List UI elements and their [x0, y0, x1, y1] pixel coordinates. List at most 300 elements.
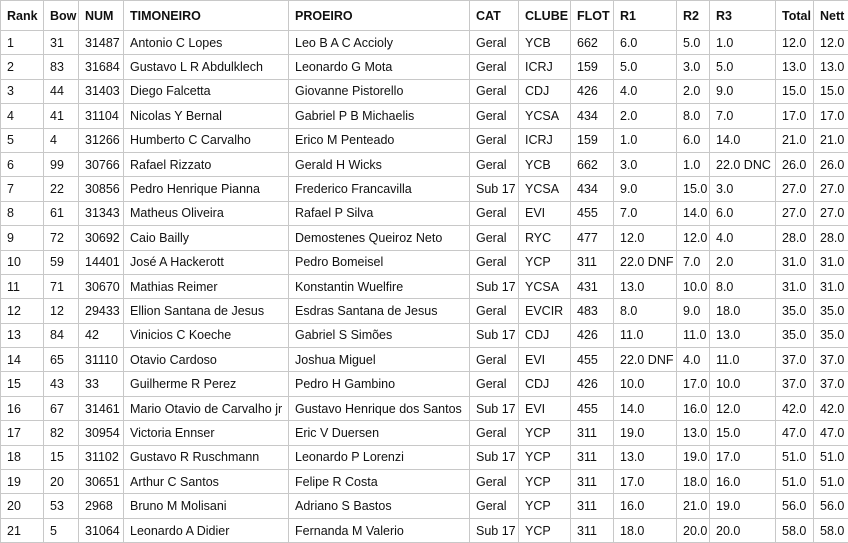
- cell-flot: 434: [571, 104, 614, 128]
- col-header-nett: Nett: [814, 1, 848, 31]
- cell-r3: 20.0: [710, 518, 776, 542]
- table-row: [1, 79, 848, 103]
- table-row: [1, 177, 848, 201]
- table-row: [1, 445, 848, 469]
- cell-flot: 159: [571, 55, 614, 79]
- cell-flot: 311: [571, 250, 614, 274]
- cell-r1: 6.0: [614, 31, 677, 55]
- cell-timoneiro: Leonardo A Didier: [124, 518, 289, 542]
- col-header-r3: R3: [710, 1, 776, 31]
- cell-proeiro: Demostenes Queiroz Neto: [289, 226, 470, 250]
- cell-rank: 4: [1, 104, 44, 128]
- cell-flot: 426: [571, 372, 614, 396]
- cell-flot: 311: [571, 518, 614, 542]
- cell-r3: 3.0: [710, 177, 776, 201]
- cell-nett: 42.0: [814, 396, 848, 420]
- cell-bow: 99: [44, 152, 79, 176]
- cell-total: 37.0: [776, 348, 814, 372]
- cell-r2: 8.0: [677, 104, 710, 128]
- cell-r3: 16.0: [710, 470, 776, 494]
- cell-r1: 10.0: [614, 372, 677, 396]
- cell-nett: 51.0: [814, 470, 848, 494]
- table-row: [1, 470, 848, 494]
- cell-bow: 31: [44, 31, 79, 55]
- cell-clube: ICRJ: [519, 128, 571, 152]
- cell-total: 56.0: [776, 494, 814, 518]
- cell-r1: 17.0: [614, 470, 677, 494]
- cell-r1: 9.0: [614, 177, 677, 201]
- cell-clube: YCB: [519, 31, 571, 55]
- cell-nett: 28.0: [814, 226, 848, 250]
- cell-total: 51.0: [776, 470, 814, 494]
- cell-timoneiro: José A Hackerott: [124, 250, 289, 274]
- cell-bow: 83: [44, 55, 79, 79]
- cell-rank: 19: [1, 470, 44, 494]
- table-row: [1, 518, 848, 542]
- cell-total: 31.0: [776, 274, 814, 298]
- cell-r1: 12.0: [614, 226, 677, 250]
- table-row: [1, 396, 848, 420]
- cell-bow: 20: [44, 470, 79, 494]
- cell-proeiro: Felipe R Costa: [289, 470, 470, 494]
- cell-rank: 16: [1, 396, 44, 420]
- cell-rank: 7: [1, 177, 44, 201]
- cell-nett: 35.0: [814, 323, 848, 347]
- cell-rank: 17: [1, 421, 44, 445]
- cell-flot: 311: [571, 445, 614, 469]
- cell-cat: Geral: [470, 55, 519, 79]
- cell-bow: 4: [44, 128, 79, 152]
- cell-r3: 14.0: [710, 128, 776, 152]
- cell-cat: Geral: [470, 128, 519, 152]
- cell-cat: Geral: [470, 470, 519, 494]
- cell-proeiro: Gabriel S Simões: [289, 323, 470, 347]
- cell-num: 30692: [79, 226, 124, 250]
- cell-r2: 5.0: [677, 31, 710, 55]
- cell-rank: 3: [1, 79, 44, 103]
- cell-flot: 455: [571, 201, 614, 225]
- cell-r3: 19.0: [710, 494, 776, 518]
- cell-clube: YCP: [519, 470, 571, 494]
- cell-r2: 3.0: [677, 55, 710, 79]
- cell-timoneiro: Ellion Santana de Jesus: [124, 299, 289, 323]
- cell-clube: RYC: [519, 226, 571, 250]
- cell-r3: 6.0: [710, 201, 776, 225]
- cell-proeiro: Giovanne Pistorello: [289, 79, 470, 103]
- cell-r3: 12.0: [710, 396, 776, 420]
- cell-rank: 13: [1, 323, 44, 347]
- cell-total: 27.0: [776, 177, 814, 201]
- cell-flot: 662: [571, 31, 614, 55]
- cell-timoneiro: Guilherme R Perez: [124, 372, 289, 396]
- cell-num: 31102: [79, 445, 124, 469]
- cell-r1: 22.0 DNF: [614, 348, 677, 372]
- col-header-clube: CLUBE: [519, 1, 571, 31]
- cell-r2: 13.0: [677, 421, 710, 445]
- cell-cat: Geral: [470, 494, 519, 518]
- cell-proeiro: Adriano S Bastos: [289, 494, 470, 518]
- cell-timoneiro: Otavio Cardoso: [124, 348, 289, 372]
- cell-r2: 15.0: [677, 177, 710, 201]
- table-row: [1, 372, 848, 396]
- cell-r2: 16.0: [677, 396, 710, 420]
- cell-flot: 426: [571, 323, 614, 347]
- table-row: [1, 250, 848, 274]
- cell-timoneiro: Diego Falcetta: [124, 79, 289, 103]
- cell-proeiro: Leonardo G Mota: [289, 55, 470, 79]
- col-header-proeiro: PROEIRO: [289, 1, 470, 31]
- cell-total: 35.0: [776, 323, 814, 347]
- cell-bow: 59: [44, 250, 79, 274]
- cell-timoneiro: Mathias Reimer: [124, 274, 289, 298]
- cell-cat: Geral: [470, 250, 519, 274]
- cell-proeiro: Pedro H Gambino: [289, 372, 470, 396]
- table-row: [1, 104, 848, 128]
- cell-num: 42: [79, 323, 124, 347]
- cell-bow: 12: [44, 299, 79, 323]
- cell-timoneiro: Pedro Henrique Pianna: [124, 177, 289, 201]
- cell-bow: 71: [44, 274, 79, 298]
- cell-bow: 53: [44, 494, 79, 518]
- cell-proeiro: Joshua Miguel: [289, 348, 470, 372]
- cell-r1: 13.0: [614, 445, 677, 469]
- cell-num: 31487: [79, 31, 124, 55]
- cell-bow: 61: [44, 201, 79, 225]
- cell-r2: 20.0: [677, 518, 710, 542]
- cell-flot: 311: [571, 421, 614, 445]
- cell-bow: 5: [44, 518, 79, 542]
- cell-r3: 8.0: [710, 274, 776, 298]
- results-body: [1, 31, 848, 543]
- cell-num: 31064: [79, 518, 124, 542]
- cell-rank: 2: [1, 55, 44, 79]
- col-header-total: Total: [776, 1, 814, 31]
- cell-nett: 37.0: [814, 348, 848, 372]
- table-row: [1, 55, 848, 79]
- cell-r2: 11.0: [677, 323, 710, 347]
- cell-timoneiro: Bruno M Molisani: [124, 494, 289, 518]
- cell-total: 13.0: [776, 55, 814, 79]
- cell-flot: 662: [571, 152, 614, 176]
- cell-nett: 17.0: [814, 104, 848, 128]
- cell-cat: Geral: [470, 201, 519, 225]
- cell-clube: YCP: [519, 445, 571, 469]
- col-header-rank: Rank: [1, 1, 44, 31]
- cell-total: 21.0: [776, 128, 814, 152]
- cell-clube: EVI: [519, 201, 571, 225]
- cell-nett: 31.0: [814, 274, 848, 298]
- cell-cat: Geral: [470, 79, 519, 103]
- cell-r3: 10.0: [710, 372, 776, 396]
- cell-proeiro: Rafael P Silva: [289, 201, 470, 225]
- cell-r1: 16.0: [614, 494, 677, 518]
- cell-num: 29433: [79, 299, 124, 323]
- cell-rank: 21: [1, 518, 44, 542]
- cell-r2: 9.0: [677, 299, 710, 323]
- cell-clube: YCP: [519, 518, 571, 542]
- cell-clube: YCP: [519, 494, 571, 518]
- cell-flot: 311: [571, 494, 614, 518]
- cell-total: 31.0: [776, 250, 814, 274]
- cell-total: 35.0: [776, 299, 814, 323]
- cell-cat: Geral: [470, 372, 519, 396]
- cell-rank: 20: [1, 494, 44, 518]
- cell-cat: Sub 17: [470, 177, 519, 201]
- cell-num: 30954: [79, 421, 124, 445]
- table-row: [1, 421, 848, 445]
- cell-timoneiro: Vinicios C Koeche: [124, 323, 289, 347]
- table-row: [1, 348, 848, 372]
- cell-rank: 1: [1, 31, 44, 55]
- cell-total: 47.0: [776, 421, 814, 445]
- cell-proeiro: Fernanda M Valerio: [289, 518, 470, 542]
- cell-proeiro: Frederico Francavilla: [289, 177, 470, 201]
- cell-cat: Geral: [470, 152, 519, 176]
- cell-timoneiro: Caio Bailly: [124, 226, 289, 250]
- cell-clube: EVCIR: [519, 299, 571, 323]
- cell-clube: CDJ: [519, 79, 571, 103]
- cell-r3: 15.0: [710, 421, 776, 445]
- cell-nett: 27.0: [814, 201, 848, 225]
- cell-bow: 72: [44, 226, 79, 250]
- cell-proeiro: Leo B A C Accioly: [289, 31, 470, 55]
- cell-num: 30651: [79, 470, 124, 494]
- cell-clube: CDJ: [519, 323, 571, 347]
- cell-num: 31684: [79, 55, 124, 79]
- cell-nett: 37.0: [814, 372, 848, 396]
- cell-proeiro: Eric V Duersen: [289, 421, 470, 445]
- cell-clube: EVI: [519, 348, 571, 372]
- cell-r2: 2.0: [677, 79, 710, 103]
- cell-clube: CDJ: [519, 372, 571, 396]
- cell-proeiro: Pedro Bomeisel: [289, 250, 470, 274]
- cell-proeiro: Gabriel P B Michaelis: [289, 104, 470, 128]
- cell-rank: 5: [1, 128, 44, 152]
- cell-num: 31104: [79, 104, 124, 128]
- cell-rank: 9: [1, 226, 44, 250]
- cell-cat: Sub 17: [470, 323, 519, 347]
- cell-num: 31110: [79, 348, 124, 372]
- table-row: [1, 494, 848, 518]
- cell-r3: 9.0: [710, 79, 776, 103]
- cell-cat: Geral: [470, 299, 519, 323]
- cell-clube: YCSA: [519, 177, 571, 201]
- cell-num: 31461: [79, 396, 124, 420]
- cell-num: 33: [79, 372, 124, 396]
- cell-total: 27.0: [776, 201, 814, 225]
- col-header-r1: R1: [614, 1, 677, 31]
- cell-clube: YCP: [519, 250, 571, 274]
- cell-bow: 84: [44, 323, 79, 347]
- cell-num: 31343: [79, 201, 124, 225]
- table-row: [1, 201, 848, 225]
- cell-r3: 2.0: [710, 250, 776, 274]
- cell-cat: Sub 17: [470, 518, 519, 542]
- cell-cat: Sub 17: [470, 445, 519, 469]
- cell-r3: 18.0: [710, 299, 776, 323]
- cell-proeiro: Erico M Penteado: [289, 128, 470, 152]
- table-row: [1, 323, 848, 347]
- cell-timoneiro: Humberto C Carvalho: [124, 128, 289, 152]
- cell-cat: Geral: [470, 421, 519, 445]
- cell-cat: Geral: [470, 104, 519, 128]
- cell-r1: 5.0: [614, 55, 677, 79]
- cell-r3: 22.0 DNC: [710, 152, 776, 176]
- cell-total: 28.0: [776, 226, 814, 250]
- cell-nett: 35.0: [814, 299, 848, 323]
- cell-flot: 159: [571, 128, 614, 152]
- cell-r1: 7.0: [614, 201, 677, 225]
- cell-proeiro: Leonardo P Lorenzi: [289, 445, 470, 469]
- cell-r1: 22.0 DNF: [614, 250, 677, 274]
- cell-clube: YCSA: [519, 274, 571, 298]
- cell-nett: 13.0: [814, 55, 848, 79]
- cell-bow: 41: [44, 104, 79, 128]
- cell-timoneiro: Victoria Ennser: [124, 421, 289, 445]
- cell-flot: 455: [571, 348, 614, 372]
- cell-timoneiro: Rafael Rizzato: [124, 152, 289, 176]
- cell-nett: 12.0: [814, 31, 848, 55]
- cell-cat: Sub 17: [470, 274, 519, 298]
- cell-proeiro: Gerald H Wicks: [289, 152, 470, 176]
- header-row: [1, 1, 848, 31]
- cell-r3: 17.0: [710, 445, 776, 469]
- cell-rank: 18: [1, 445, 44, 469]
- cell-num: 30856: [79, 177, 124, 201]
- cell-total: 58.0: [776, 518, 814, 542]
- cell-flot: 426: [571, 79, 614, 103]
- cell-r2: 12.0: [677, 226, 710, 250]
- cell-num: 14401: [79, 250, 124, 274]
- cell-r3: 1.0: [710, 31, 776, 55]
- cell-rank: 6: [1, 152, 44, 176]
- cell-bow: 44: [44, 79, 79, 103]
- cell-r2: 14.0: [677, 201, 710, 225]
- cell-nett: 58.0: [814, 518, 848, 542]
- cell-r3: 7.0: [710, 104, 776, 128]
- cell-r2: 10.0: [677, 274, 710, 298]
- cell-r1: 14.0: [614, 396, 677, 420]
- cell-r2: 17.0: [677, 372, 710, 396]
- cell-rank: 11: [1, 274, 44, 298]
- cell-bow: 15: [44, 445, 79, 469]
- cell-timoneiro: Mario Otavio de Carvalho jr: [124, 396, 289, 420]
- cell-total: 37.0: [776, 372, 814, 396]
- cell-num: 2968: [79, 494, 124, 518]
- cell-bow: 43: [44, 372, 79, 396]
- cell-cat: Sub 17: [470, 396, 519, 420]
- cell-flot: 477: [571, 226, 614, 250]
- table-row: [1, 299, 848, 323]
- cell-r1: 18.0: [614, 518, 677, 542]
- cell-r2: 18.0: [677, 470, 710, 494]
- cell-cat: Geral: [470, 348, 519, 372]
- cell-timoneiro: Gustavo R Ruschmann: [124, 445, 289, 469]
- cell-bow: 22: [44, 177, 79, 201]
- cell-r1: 1.0: [614, 128, 677, 152]
- cell-rank: 15: [1, 372, 44, 396]
- cell-timoneiro: Arthur C Santos: [124, 470, 289, 494]
- cell-timoneiro: Nicolas Y Bernal: [124, 104, 289, 128]
- cell-num: 30670: [79, 274, 124, 298]
- col-header-bow: Bow: [44, 1, 79, 31]
- cell-bow: 82: [44, 421, 79, 445]
- col-header-num: NUM: [79, 1, 124, 31]
- cell-r2: 7.0: [677, 250, 710, 274]
- cell-rank: 14: [1, 348, 44, 372]
- cell-r3: 5.0: [710, 55, 776, 79]
- cell-bow: 67: [44, 396, 79, 420]
- col-header-cat: CAT: [470, 1, 519, 31]
- cell-r2: 19.0: [677, 445, 710, 469]
- cell-proeiro: Gustavo Henrique dos Santos: [289, 396, 470, 420]
- cell-flot: 431: [571, 274, 614, 298]
- cell-flot: 311: [571, 470, 614, 494]
- cell-rank: 10: [1, 250, 44, 274]
- cell-nett: 21.0: [814, 128, 848, 152]
- cell-cat: Geral: [470, 31, 519, 55]
- cell-r1: 4.0: [614, 79, 677, 103]
- cell-r3: 4.0: [710, 226, 776, 250]
- cell-clube: YCSA: [519, 104, 571, 128]
- cell-timoneiro: Antonio C Lopes: [124, 31, 289, 55]
- cell-cat: Geral: [470, 226, 519, 250]
- table-row: [1, 152, 848, 176]
- cell-timoneiro: Gustavo L R Abdulklech: [124, 55, 289, 79]
- cell-rank: 8: [1, 201, 44, 225]
- cell-r1: 3.0: [614, 152, 677, 176]
- cell-num: 30766: [79, 152, 124, 176]
- cell-r2: 1.0: [677, 152, 710, 176]
- cell-total: 42.0: [776, 396, 814, 420]
- cell-total: 51.0: [776, 445, 814, 469]
- cell-nett: 15.0: [814, 79, 848, 103]
- cell-r1: 2.0: [614, 104, 677, 128]
- cell-clube: EVI: [519, 396, 571, 420]
- cell-r3: 11.0: [710, 348, 776, 372]
- cell-rank: 12: [1, 299, 44, 323]
- cell-num: 31266: [79, 128, 124, 152]
- cell-nett: 27.0: [814, 177, 848, 201]
- cell-flot: 483: [571, 299, 614, 323]
- cell-r1: 11.0: [614, 323, 677, 347]
- cell-r2: 6.0: [677, 128, 710, 152]
- cell-nett: 31.0: [814, 250, 848, 274]
- cell-r1: 13.0: [614, 274, 677, 298]
- col-header-timoneiro: TIMONEIRO: [124, 1, 289, 31]
- col-header-r2: R2: [677, 1, 710, 31]
- cell-nett: 56.0: [814, 494, 848, 518]
- cell-total: 12.0: [776, 31, 814, 55]
- col-header-flot: FLOT: [571, 1, 614, 31]
- cell-flot: 434: [571, 177, 614, 201]
- cell-r2: 21.0: [677, 494, 710, 518]
- table-row: [1, 128, 848, 152]
- cell-timoneiro: Matheus Oliveira: [124, 201, 289, 225]
- cell-flot: 455: [571, 396, 614, 420]
- cell-total: 15.0: [776, 79, 814, 103]
- table-row: [1, 31, 848, 55]
- cell-bow: 65: [44, 348, 79, 372]
- cell-proeiro: Esdras Santana de Jesus: [289, 299, 470, 323]
- cell-total: 17.0: [776, 104, 814, 128]
- cell-clube: YCB: [519, 152, 571, 176]
- cell-proeiro: Konstantin Wuelfire: [289, 274, 470, 298]
- cell-num: 31403: [79, 79, 124, 103]
- cell-nett: 47.0: [814, 421, 848, 445]
- cell-clube: ICRJ: [519, 55, 571, 79]
- cell-r3: 13.0: [710, 323, 776, 347]
